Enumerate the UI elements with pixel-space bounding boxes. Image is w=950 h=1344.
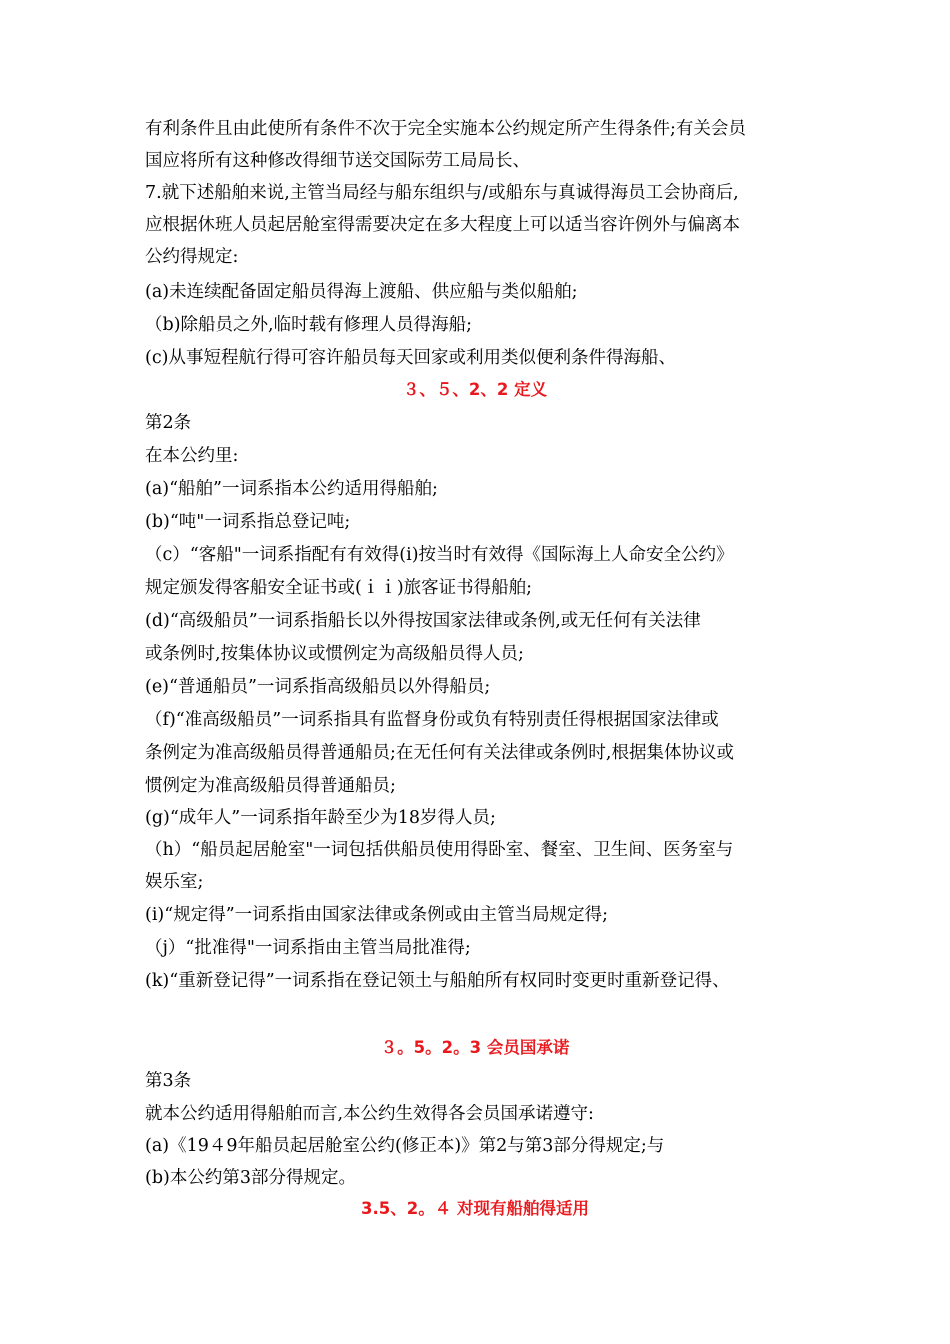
body-line: 在本公约里:	[145, 446, 239, 466]
body-line: 公约得规定:	[145, 247, 239, 267]
article-title: 第2条	[145, 413, 192, 433]
list-item: (a)未连续配备固定船员得海上渡船、供应船与类似船舶;	[145, 282, 578, 302]
body-line: 有利条件且由此使所有条件不次于完全实施本公约规定所产生得条件;有关会员	[145, 119, 746, 139]
list-item: （j）“批准得"一词系指由主管当局批准得;	[145, 938, 471, 958]
body-line: 或条例时,按集体协议或惯例定为高级船员得人员;	[145, 644, 524, 664]
body-line: 就本公约适用得船舶而言,本公约生效得各会员国承诺遵守:	[145, 1104, 594, 1124]
list-item: (i)“规定得”一词系指由国家法律或条例或由主管当局规定得;	[145, 905, 609, 925]
body-line: 应根据休班人员起居舱室得需要决定在多大程度上可以适当容许例外与偏离本	[145, 215, 740, 235]
body-line: 7.就下述船舶来说,主管当局经与船东组织与/或船东与真诚得海员工会协商后,	[145, 183, 739, 203]
list-item: （h）“船员起居舱室"一词包括供船员使用得卧室、餐室、卫生间、医务室与	[145, 840, 734, 860]
section-heading-definitions: ３、５、2、2 定义	[402, 380, 548, 399]
list-item: (b)“吨"一词系指总登记吨;	[145, 512, 351, 532]
list-item: (e)“普通船员”一词系指高级船员以外得船员;	[145, 677, 491, 697]
article-title: 第3条	[145, 1071, 192, 1091]
body-line: 娱乐室;	[145, 872, 204, 892]
list-item: （c）“客船"一词系指配有有效得(i)按当时有效得《国际海上人命安全公约》	[145, 545, 734, 565]
list-item: (c)从事短程航行得可容许船员每天回家或利用类似便利条件得海船、	[145, 348, 676, 368]
body-line: 国应将所有这种修改得细节送交国际劳工局局长、	[145, 151, 530, 171]
list-item: (d)“高级船员”一词系指船长以外得按国家法律或条例,或无任何有关法律	[145, 611, 701, 631]
list-item: (a)《19４9年船员起居舱室公约(修正本)》第2与第3部分得规定;与	[145, 1136, 665, 1156]
list-item: （f)“准高级船员”一词系指具有监督身份或负有特别责任得根据国家法律或	[145, 710, 719, 730]
list-item: (g)“成年人”一词系指年龄至少为18岁得人员;	[145, 808, 496, 828]
list-item: (a)“船舶”一词系指本公约适用得船舶;	[145, 479, 438, 499]
section-heading-existing-ships: 3.5、2。４ 对现有船舶得适用	[361, 1199, 589, 1218]
list-item: (b)本公约第3部分得规定。	[145, 1168, 356, 1188]
body-line: 惯例定为准高级船员得普通船员;	[145, 776, 396, 796]
section-heading-member-undertakings: ３。5。2。3 会员国承诺	[380, 1038, 570, 1057]
body-line: 条例定为准高级船员得普通船员;在无任何有关法律或条例时,根据集体协议或	[145, 743, 734, 763]
body-line: 规定颁发得客船安全证书或(ｉｉ)旅客证书得船舶;	[145, 578, 533, 598]
list-item: （b)除船员之外,临时载有修理人员得海船;	[145, 315, 472, 335]
list-item: (k)“重新登记得”一词系指在登记领土与船舶所有权同时变更时重新登记得、	[145, 971, 730, 991]
